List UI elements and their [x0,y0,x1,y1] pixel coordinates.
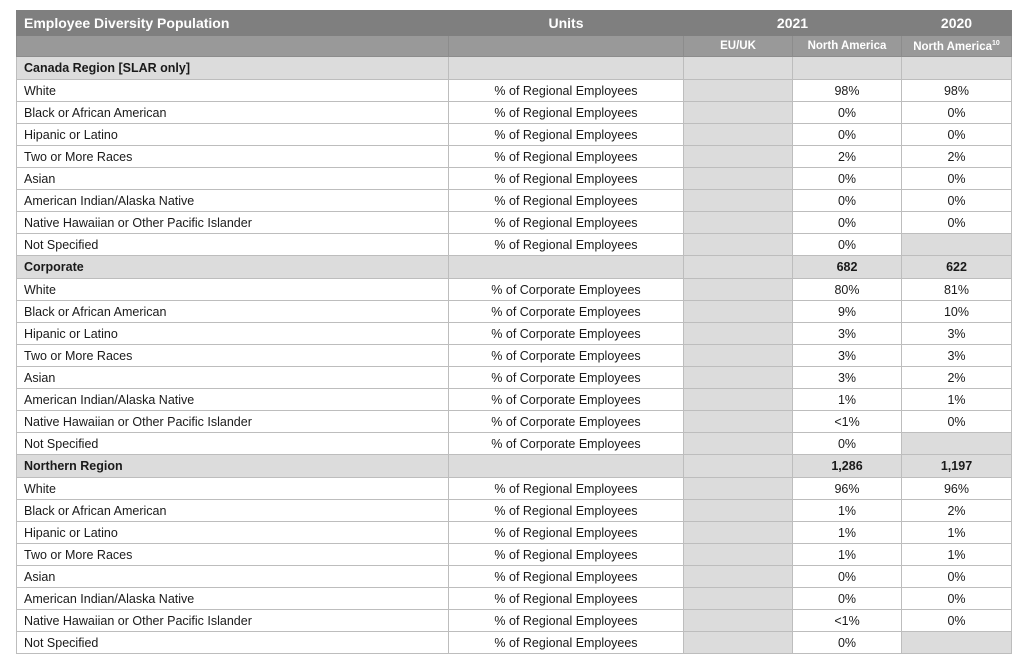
value-2020-cell: 0% [902,102,1012,124]
year-2021-header: 2021 [684,11,902,36]
category-label: Asian [17,367,449,389]
category-label: Black or African American [17,500,449,522]
section-header-row [17,256,1012,279]
value-2020-cell: 0% [902,190,1012,212]
euuk-cell [684,80,793,102]
category-label: Hipanic or Latino [17,124,449,146]
unit-cell: % of Regional Employees [449,588,684,610]
category-label: Native Hawaiian or Other Pacific Islander [17,212,449,234]
section-units [449,455,684,478]
value-2021-cell: 3% [793,367,902,389]
value-2021-cell: 3% [793,323,902,345]
year-2020-header: 2020 [902,11,1012,36]
euuk-cell [684,234,793,256]
table-row [17,478,1012,500]
subheader-blank [449,36,684,57]
value-2020-cell: 2% [902,500,1012,522]
unit-cell: % of Regional Employees [449,102,684,124]
euuk-cell [684,367,793,389]
value-2020-cell: 3% [902,345,1012,367]
unit-cell: % of Corporate Employees [449,279,684,301]
value-2021-cell: 0% [793,433,902,455]
section-units [449,57,684,80]
table-row [17,212,1012,234]
category-label: Not Specified [17,632,449,654]
category-label: American Indian/Alaska Native [17,190,449,212]
unit-cell: % of Regional Employees [449,500,684,522]
euuk-cell [684,124,793,146]
value-2021-cell: <1% [793,411,902,433]
value-2020-cell: 0% [902,411,1012,433]
section-title: Corporate [17,256,449,279]
table-row [17,389,1012,411]
value-2020-cell: 10% [902,301,1012,323]
value-2021-cell: <1% [793,610,902,632]
table-header-row [17,11,1012,36]
category-label: Asian [17,566,449,588]
category-label: White [17,80,449,102]
table-row [17,190,1012,212]
unit-cell: % of Regional Employees [449,610,684,632]
value-2021-cell: 98% [793,80,902,102]
category-label: American Indian/Alaska Native [17,389,449,411]
category-label: Hipanic or Latino [17,323,449,345]
footnote-marker: 10 [992,39,1000,47]
value-2020-cell: 1% [902,522,1012,544]
table-row [17,234,1012,256]
section-total-2021: 1,286 [793,455,902,478]
table-row [17,80,1012,102]
table-row [17,610,1012,632]
table-row [17,279,1012,301]
value-2021-cell: 0% [793,212,902,234]
table-row [17,367,1012,389]
table-row [17,345,1012,367]
euuk-cell [684,610,793,632]
euuk-cell [684,279,793,301]
table-row [17,632,1012,654]
value-2020-cell: 1% [902,389,1012,411]
units-header: Units [449,11,684,36]
euuk-cell [684,389,793,411]
category-label: Black or African American [17,102,449,124]
euuk-cell [684,345,793,367]
category-label: Native Hawaiian or Other Pacific Islander [17,610,449,632]
unit-cell: % of Regional Employees [449,124,684,146]
unit-cell: % of Corporate Employees [449,411,684,433]
diversity-table-container [16,10,1011,654]
table-row [17,124,1012,146]
value-2021-cell: 9% [793,301,902,323]
section-total-2021: 682 [793,256,902,279]
category-label: Two or More Races [17,146,449,168]
section-euuk [684,256,793,279]
subheader-blank [17,36,449,57]
table-row [17,500,1012,522]
value-2020-cell [902,234,1012,256]
value-2021-cell: 0% [793,190,902,212]
euuk-cell [684,522,793,544]
euuk-subheader: EU/UK [684,36,793,57]
unit-cell: % of Corporate Employees [449,389,684,411]
unit-cell: % of Regional Employees [449,168,684,190]
category-label: Two or More Races [17,544,449,566]
table-row [17,588,1012,610]
euuk-cell [684,102,793,124]
unit-cell: % of Regional Employees [449,522,684,544]
euuk-cell [684,411,793,433]
category-label: White [17,478,449,500]
table-row [17,146,1012,168]
value-2021-cell: 1% [793,500,902,522]
unit-cell: % of Regional Employees [449,544,684,566]
category-label: Not Specified [17,433,449,455]
unit-cell: % of Regional Employees [449,80,684,102]
table-row [17,102,1012,124]
unit-cell: % of Corporate Employees [449,301,684,323]
value-2021-cell: 0% [793,102,902,124]
euuk-cell [684,433,793,455]
value-2020-cell: 0% [902,566,1012,588]
unit-cell: % of Corporate Employees [449,323,684,345]
value-2020-cell: 0% [902,588,1012,610]
section-total-2020: 622 [902,256,1012,279]
section-euuk [684,57,793,80]
euuk-cell [684,168,793,190]
category-label: Hipanic or Latino [17,522,449,544]
euuk-cell [684,500,793,522]
value-2020-cell: 0% [902,124,1012,146]
section-units [449,256,684,279]
euuk-cell [684,632,793,654]
table-row [17,411,1012,433]
unit-cell: % of Regional Employees [449,212,684,234]
diversity-table [16,10,1012,654]
category-label: Native Hawaiian or Other Pacific Islander [17,411,449,433]
north-america-2021-subheader: North America [793,36,902,57]
euuk-cell [684,190,793,212]
category-label: Black or African American [17,301,449,323]
value-2020-cell: 3% [902,323,1012,345]
unit-cell: % of Regional Employees [449,146,684,168]
value-2020-cell: 0% [902,168,1012,190]
section-header-row [17,455,1012,478]
north-america-2020-label: North America [913,40,993,53]
euuk-cell [684,301,793,323]
table-row [17,168,1012,190]
unit-cell: % of Regional Employees [449,566,684,588]
table-subheader-row [17,36,1012,57]
section-total-2020: 1,197 [902,455,1012,478]
category-label: Not Specified [17,234,449,256]
unit-cell: % of Regional Employees [449,632,684,654]
value-2020-cell: 2% [902,146,1012,168]
euuk-cell [684,323,793,345]
value-2021-cell: 0% [793,234,902,256]
euuk-cell [684,478,793,500]
table-row [17,522,1012,544]
category-label: White [17,279,449,301]
euuk-cell [684,146,793,168]
section-header-row [17,57,1012,80]
euuk-cell [684,544,793,566]
section-title: Northern Region [17,455,449,478]
value-2020-cell: 1% [902,544,1012,566]
euuk-cell [684,588,793,610]
section-total-2020 [902,57,1012,80]
value-2021-cell: 1% [793,522,902,544]
table-row [17,544,1012,566]
section-total-2021 [793,57,902,80]
table-body [17,57,1012,654]
section-title: Canada Region [SLAR only] [17,57,449,80]
value-2021-cell: 0% [793,566,902,588]
value-2020-cell: 0% [902,212,1012,234]
value-2021-cell: 0% [793,588,902,610]
table-row [17,566,1012,588]
unit-cell: % of Regional Employees [449,190,684,212]
value-2020-cell: 0% [902,610,1012,632]
value-2020-cell [902,632,1012,654]
value-2021-cell: 0% [793,124,902,146]
value-2020-cell: 96% [902,478,1012,500]
euuk-cell [684,566,793,588]
unit-cell: % of Corporate Employees [449,367,684,389]
value-2021-cell: 80% [793,279,902,301]
table-row [17,433,1012,455]
value-2020-cell: 2% [902,367,1012,389]
value-2021-cell: 3% [793,345,902,367]
value-2021-cell: 96% [793,478,902,500]
value-2021-cell: 1% [793,389,902,411]
category-label: American Indian/Alaska Native [17,588,449,610]
table-row [17,323,1012,345]
euuk-cell [684,212,793,234]
unit-cell: % of Corporate Employees [449,433,684,455]
category-label: Asian [17,168,449,190]
north-america-2020-subheader [902,36,1012,57]
value-2021-cell: 1% [793,544,902,566]
table-title: Employee Diversity Population [17,11,449,36]
value-2020-cell: 81% [902,279,1012,301]
section-euuk [684,455,793,478]
unit-cell: % of Regional Employees [449,234,684,256]
value-2020-cell [902,433,1012,455]
value-2021-cell: 2% [793,146,902,168]
category-label: Two or More Races [17,345,449,367]
value-2021-cell: 0% [793,168,902,190]
value-2020-cell: 98% [902,80,1012,102]
unit-cell: % of Corporate Employees [449,345,684,367]
value-2021-cell: 0% [793,632,902,654]
unit-cell: % of Regional Employees [449,478,684,500]
table-row [17,301,1012,323]
